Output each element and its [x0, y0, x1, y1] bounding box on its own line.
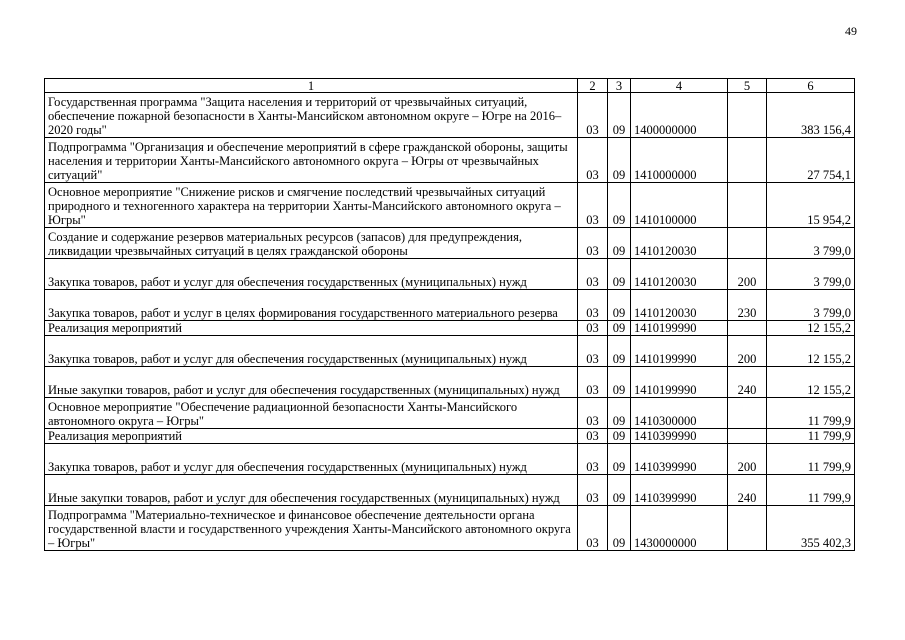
row-subsection: 09: [608, 228, 631, 259]
row-subsection: 09: [608, 367, 631, 398]
table-row: [45, 444, 855, 475]
row-subsection: 09: [608, 475, 631, 506]
header-col-subsection: 3: [608, 79, 631, 93]
row-name: Закупка товаров, работ и услуг в целях формирования государственного материального резерва: [45, 290, 578, 321]
row-section: 03: [578, 429, 608, 444]
row-section: 03: [578, 259, 608, 290]
row-section: 03: [578, 475, 608, 506]
row-section: 03: [578, 444, 608, 475]
table-row: [45, 429, 855, 444]
table-row: [45, 138, 855, 183]
row-target-code: 1410120030: [631, 228, 728, 259]
row-name: Закупка товаров, работ и услуг для обеспечения государственных (муниципальных) нужд: [45, 444, 578, 475]
row-expense-type: [728, 398, 767, 429]
row-expense-type: [728, 138, 767, 183]
row-subsection: 09: [608, 138, 631, 183]
row-name: Реализация мероприятий: [45, 429, 578, 444]
row-name: Подпрограмма "Организация и обеспечение мероприятий в сфере гражданской обороны, защиты населения и территории Ханты-Мансийского автономного округа – Югры от чрезвычайных ситуаций": [45, 138, 578, 183]
row-amount: 27 754,1: [767, 138, 855, 183]
row-subsection: 09: [608, 321, 631, 336]
row-expense-type: [728, 228, 767, 259]
row-expense-type: [728, 321, 767, 336]
row-section: 03: [578, 321, 608, 336]
row-section: 03: [578, 367, 608, 398]
row-section: 03: [578, 183, 608, 228]
row-name: Закупка товаров, работ и услуг для обеспечения государственных (муниципальных) нужд: [45, 259, 578, 290]
row-target-code: 1410199990: [631, 367, 728, 398]
table-row: [45, 321, 855, 336]
row-amount: 12 155,2: [767, 321, 855, 336]
row-name: Закупка товаров, работ и услуг для обеспечения государственных (муниципальных) нужд: [45, 336, 578, 367]
table-row: [45, 183, 855, 228]
header-col-expense-type: 5: [728, 79, 767, 93]
row-expense-type: 200: [728, 444, 767, 475]
header-col-name: 1: [45, 79, 578, 93]
row-subsection: 09: [608, 93, 631, 138]
header-col-amount: 6: [767, 79, 855, 93]
row-section: 03: [578, 93, 608, 138]
row-expense-type: 230: [728, 290, 767, 321]
row-expense-type: 240: [728, 475, 767, 506]
row-section: 03: [578, 506, 608, 551]
row-target-code: 1410100000: [631, 183, 728, 228]
table-row: [45, 367, 855, 398]
row-name: Иные закупки товаров, работ и услуг для обеспечения государственных (муниципальных) нужд: [45, 475, 578, 506]
row-expense-type: [728, 506, 767, 551]
row-amount: 15 954,2: [767, 183, 855, 228]
row-expense-type: 200: [728, 259, 767, 290]
row-section: 03: [578, 398, 608, 429]
row-target-code: 1410120030: [631, 290, 728, 321]
row-section: 03: [578, 138, 608, 183]
row-amount: 3 799,0: [767, 228, 855, 259]
row-target-code: 1400000000: [631, 93, 728, 138]
row-target-code: 1430000000: [631, 506, 728, 551]
table-row: [45, 506, 855, 551]
row-subsection: 09: [608, 444, 631, 475]
row-target-code: 1410300000: [631, 398, 728, 429]
row-target-code: 1410399990: [631, 429, 728, 444]
row-name: Государственная программа "Защита населения и территорий от чрезвычайных ситуаций, обеспечение пожарной безопасности в Ханты-Мансийском автономном округе – Югре на 2016–2020 годы": [45, 93, 578, 138]
header-col-section: 2: [578, 79, 608, 93]
page-number: 49: [845, 24, 857, 38]
row-name: Основное мероприятие "Снижение рисков и смягчение последствий чрезвычайных ситуаций природного и техногенного характера на территории Ханты-Мансийского автономного округа – Югры": [45, 183, 578, 228]
row-target-code: 1410000000: [631, 138, 728, 183]
row-amount: 355 402,3: [767, 506, 855, 551]
row-target-code: 1410399990: [631, 475, 728, 506]
row-amount: 3 799,0: [767, 259, 855, 290]
row-target-code: 1410199990: [631, 336, 728, 367]
row-amount: 11 799,9: [767, 444, 855, 475]
row-expense-type: 200: [728, 336, 767, 367]
row-expense-type: 240: [728, 367, 767, 398]
row-amount: 383 156,4: [767, 93, 855, 138]
table-row: [45, 228, 855, 259]
table-body: [45, 93, 855, 551]
row-name: Создание и содержание резервов материальных ресурсов (запасов) для предупреждения, ликвидации чрезвычайных ситуаций в целях гражданской обороны: [45, 228, 578, 259]
row-expense-type: [728, 429, 767, 444]
row-name: Основное мероприятие "Обеспечение радиационной безопасности Ханты-Мансийского автономного округа – Югры": [45, 398, 578, 429]
table-row: [45, 259, 855, 290]
row-subsection: 09: [608, 259, 631, 290]
row-subsection: 09: [608, 429, 631, 444]
row-section: 03: [578, 228, 608, 259]
row-subsection: 09: [608, 290, 631, 321]
row-amount: 3 799,0: [767, 290, 855, 321]
row-section: 03: [578, 290, 608, 321]
table-header-row: [45, 79, 855, 93]
row-name: Иные закупки товаров, работ и услуг для обеспечения государственных (муниципальных) нужд: [45, 367, 578, 398]
row-section: 03: [578, 336, 608, 367]
row-expense-type: [728, 183, 767, 228]
row-subsection: 09: [608, 336, 631, 367]
row-target-code: 1410120030: [631, 259, 728, 290]
table-row: [45, 475, 855, 506]
row-amount: 11 799,9: [767, 475, 855, 506]
row-amount: 12 155,2: [767, 367, 855, 398]
row-expense-type: [728, 93, 767, 138]
row-name: Подпрограмма "Материально-техническое и финансовое обеспечение деятельности органа государственной власти и государственного учреждения Ханты-Мансийского автономного округа – Югры": [45, 506, 578, 551]
table-row: [45, 290, 855, 321]
row-subsection: 09: [608, 506, 631, 551]
table-row: [45, 93, 855, 138]
row-target-code: 1410199990: [631, 321, 728, 336]
row-target-code: 1410399990: [631, 444, 728, 475]
budget-table: [44, 78, 855, 551]
row-subsection: 09: [608, 398, 631, 429]
header-col-target-code: 4: [631, 79, 728, 93]
row-name: Реализация мероприятий: [45, 321, 578, 336]
table-row: [45, 398, 855, 429]
row-amount: 11 799,9: [767, 398, 855, 429]
row-amount: 11 799,9: [767, 429, 855, 444]
row-subsection: 09: [608, 183, 631, 228]
row-amount: 12 155,2: [767, 336, 855, 367]
table-row: [45, 336, 855, 367]
